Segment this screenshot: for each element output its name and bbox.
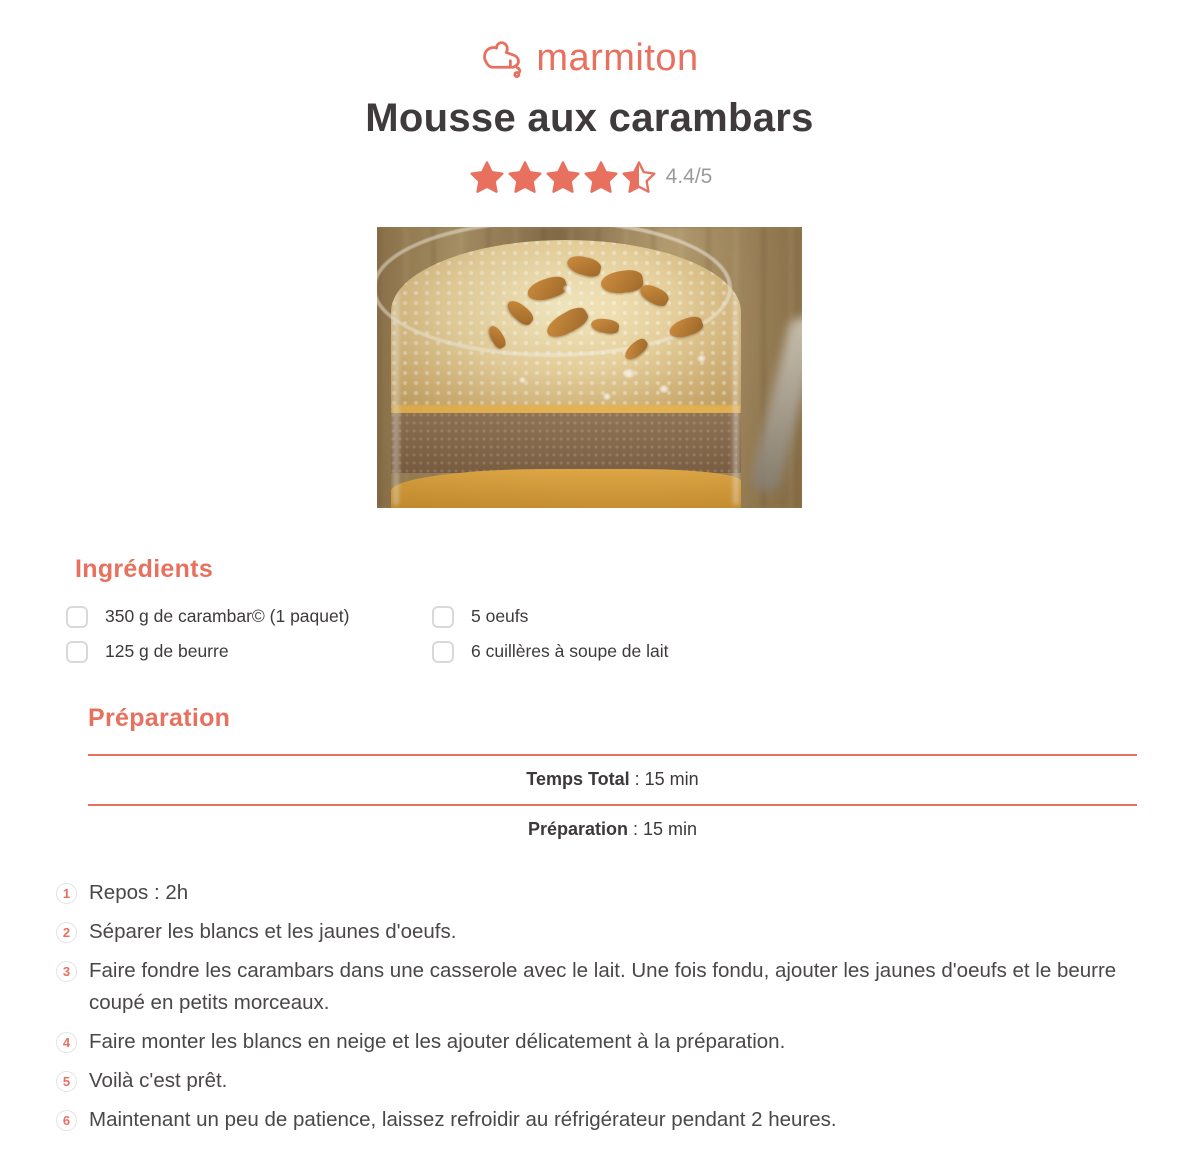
preparation-heading: Préparation <box>88 704 231 732</box>
step-text: Séparer les blancs et les jaunes d'oeufs. <box>89 920 457 943</box>
ingredient-checkbox[interactable] <box>432 606 454 628</box>
preparation-times-table <box>88 754 1137 854</box>
step-text: Maintenant un peu de patience, laissez refroidir au réfrigérateur pendant 2 heures. <box>89 1108 837 1131</box>
ingredient-item <box>66 605 432 628</box>
ingredient-label: 6 cuillères à soupe de lait <box>471 641 669 661</box>
marmiton-logo[interactable] <box>0 34 1179 82</box>
page-title: Mousse aux carambars <box>365 96 814 140</box>
step-number-badge: 1 <box>56 883 77 904</box>
star-rating <box>0 156 1179 198</box>
ingredients-section <box>66 555 1179 663</box>
step-item <box>56 916 1121 948</box>
recipe-header <box>0 0 1179 198</box>
time-row <box>88 754 1137 804</box>
ingredient-item <box>432 605 668 628</box>
step-number-badge: 6 <box>56 1110 77 1131</box>
time-value: 15 min <box>644 769 699 789</box>
time-value: 15 min <box>643 819 698 839</box>
star-icon <box>507 160 543 195</box>
ingredients-col-left <box>66 605 432 663</box>
time-row <box>88 804 1137 854</box>
ingredient-label: 125 g de beurre <box>105 641 229 661</box>
ingredient-checkbox[interactable] <box>66 606 88 628</box>
step-item <box>56 877 1121 909</box>
step-text: Faire fondre les carambars dans une casserole avec le lait. Une fois fondu, ajouter les jaunes d'oeufs et le beurre coupé en petits morceaux. <box>89 959 1117 1014</box>
step-item <box>56 1065 1121 1097</box>
photo-vignette <box>377 227 802 508</box>
time-label: Préparation <box>527 819 628 839</box>
ingredient-item <box>432 640 668 663</box>
ingredient-label: 5 oeufs <box>471 606 529 626</box>
time-separator: : <box>627 819 643 839</box>
step-number-badge: 5 <box>56 1071 77 1092</box>
time-label: Temps Total <box>526 769 630 789</box>
star-icon <box>621 160 657 195</box>
step-number-badge: 4 <box>56 1032 77 1053</box>
step-item <box>56 1026 1121 1058</box>
step-text: Voilà c'est prêt. <box>89 1069 228 1092</box>
ingredient-label: 350 g de carambar© (1 paquet) <box>105 606 350 626</box>
step-text: Faire monter les blancs en neige et les ajouter délicatement à la préparation. <box>89 1030 786 1053</box>
star-icon <box>583 160 619 195</box>
time-separator: : <box>629 769 645 789</box>
rating-value: 4.4/5 <box>665 165 713 188</box>
star-icon <box>545 160 581 195</box>
oven-mitt-icon <box>480 37 526 79</box>
ingredients-heading: Ingrédients <box>75 555 214 583</box>
star-icon <box>469 160 505 195</box>
step-number-badge: 2 <box>56 922 77 943</box>
ingredient-item <box>66 640 432 663</box>
steps-list <box>56 877 1121 1136</box>
ingredient-checkbox[interactable] <box>432 641 454 663</box>
step-item <box>56 955 1121 1019</box>
ingredient-checkbox[interactable] <box>66 641 88 663</box>
ingredients-col-right <box>432 605 668 663</box>
step-text: Repos : 2h <box>89 881 189 904</box>
step-item <box>56 1104 1121 1136</box>
logo-wordmark: marmiton <box>536 37 699 79</box>
recipe-photo <box>377 227 802 508</box>
ingredients-list <box>66 605 1179 663</box>
step-number-badge: 3 <box>56 961 77 982</box>
preparation-section <box>0 704 1179 1136</box>
